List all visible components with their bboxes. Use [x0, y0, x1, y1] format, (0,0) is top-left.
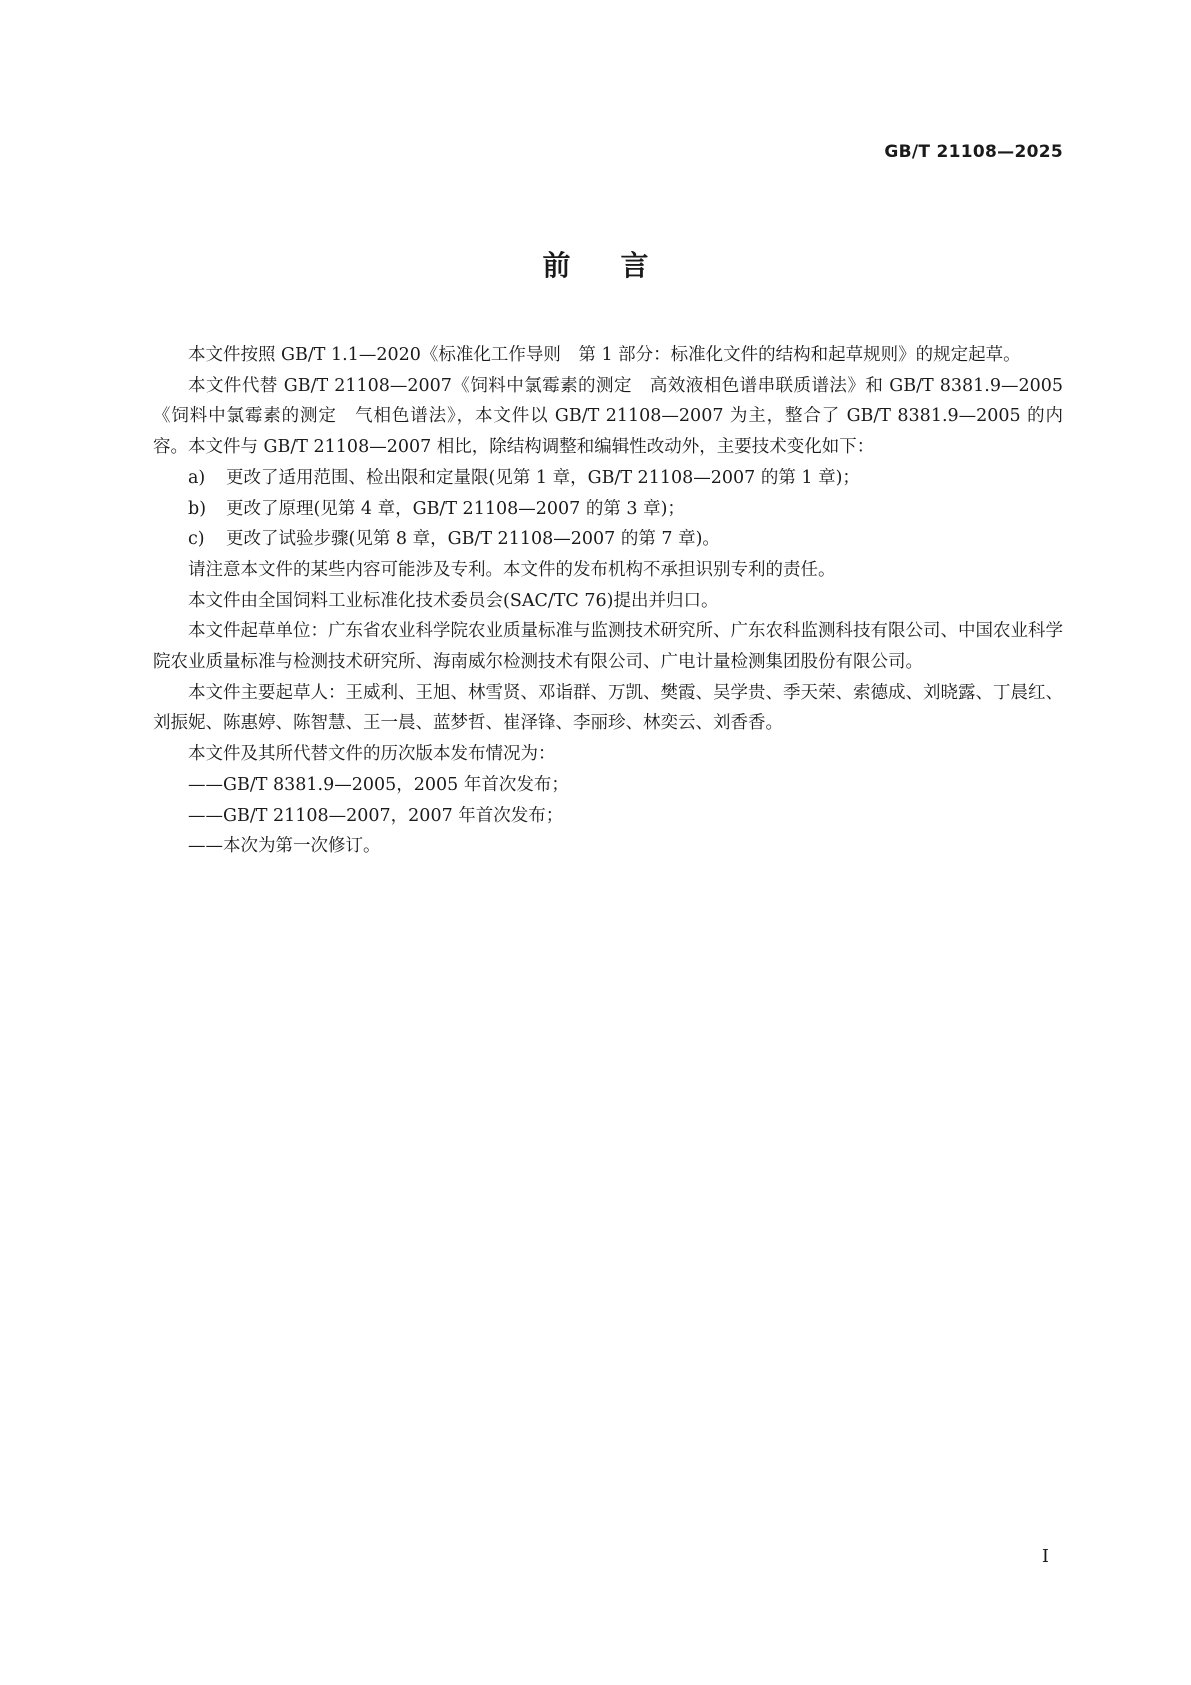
- change-item-marker: a): [188, 467, 206, 488]
- page-title: 前言: [542, 249, 699, 282]
- change-item-b: [153, 494, 1063, 525]
- change-item-text: 更改了原理(见第 4 章，GB/T 21108—2007 的第 3 章)；: [226, 498, 685, 519]
- paragraph-drafters: 本文件主要起草人：王威利、王旭、林雪贤、邓诣群、万凯、樊霞、吴学贵、季天荣、索德成、刘晓露、丁晨红、刘振妮、陈惠婷、陈智慧、王一晨、蓝梦哲、崔泽锋、李丽珍、林奕云、刘香香。: [153, 682, 1063, 734]
- paragraph-proposer: 本文件由全国饲料工业标准化技术委员会(SAC/TC 76)提出并归口。: [188, 590, 719, 611]
- history-item: ——本次为第一次修订。: [188, 836, 381, 857]
- history-item: ——GB/T 21108—2007，2007 年首次发布；: [188, 805, 564, 826]
- change-item-c: [153, 524, 1063, 555]
- standard-code: GB/T 21108—2025: [884, 142, 1063, 162]
- change-item-marker: c): [188, 529, 205, 550]
- paragraph-drafting-units: 本文件起草单位：广东省农业科学院农业质量标准与监测技术研究所、广东农科监测科技有限公司、中国农业科学院农业质量标准与检测技术研究所、海南威尔检测技术有限公司、广电计量检测集团股份有限公司。: [153, 621, 1063, 673]
- change-item-marker: b): [188, 498, 207, 519]
- change-item-text: 更改了适用范围、检出限和定量限(见第 1 章，GB/T 21108—2007 的第 1 章)；: [226, 467, 860, 488]
- foreword-body: [153, 340, 1063, 862]
- change-item-text: 更改了试验步骤(见第 8 章，GB/T 21108—2007 的第 7 章)。: [226, 529, 720, 550]
- paragraph-history-intro: 本文件及其所代替文件的历次版本发布情况为：: [188, 744, 556, 765]
- change-item-a: [153, 463, 1063, 494]
- history-item: ——GB/T 8381.9—2005，2005 年首次发布；: [188, 774, 569, 795]
- page-number: I: [1041, 1546, 1049, 1567]
- paragraph-patent-notice: 请注意本文件的某些内容可能涉及专利。本文件的发布机构不承担识别专利的责任。: [188, 559, 836, 580]
- paragraph-replacement: 本文件代替 GB/T 21108—2007《饲料中氯霉素的测定 高效液相色谱串联质谱法》和 GB/T 8381.9—2005《饲料中氯霉素的测定 气相色谱法》，本文件以 GB/T 21108—2007 为主，整合了 GB/T 8381.9—2005 的内容。本文件与 GB/T 21108—2007 相比，除结构调整和编辑性改动外，主要技术变化如下：: [153, 375, 1063, 458]
- paragraph-drafting-rules: 本文件按照 GB/T 1.1—2020《标准化工作导则 第 1 部分：标准化文件的结构和起草规则》的规定起草。: [188, 345, 1021, 365]
